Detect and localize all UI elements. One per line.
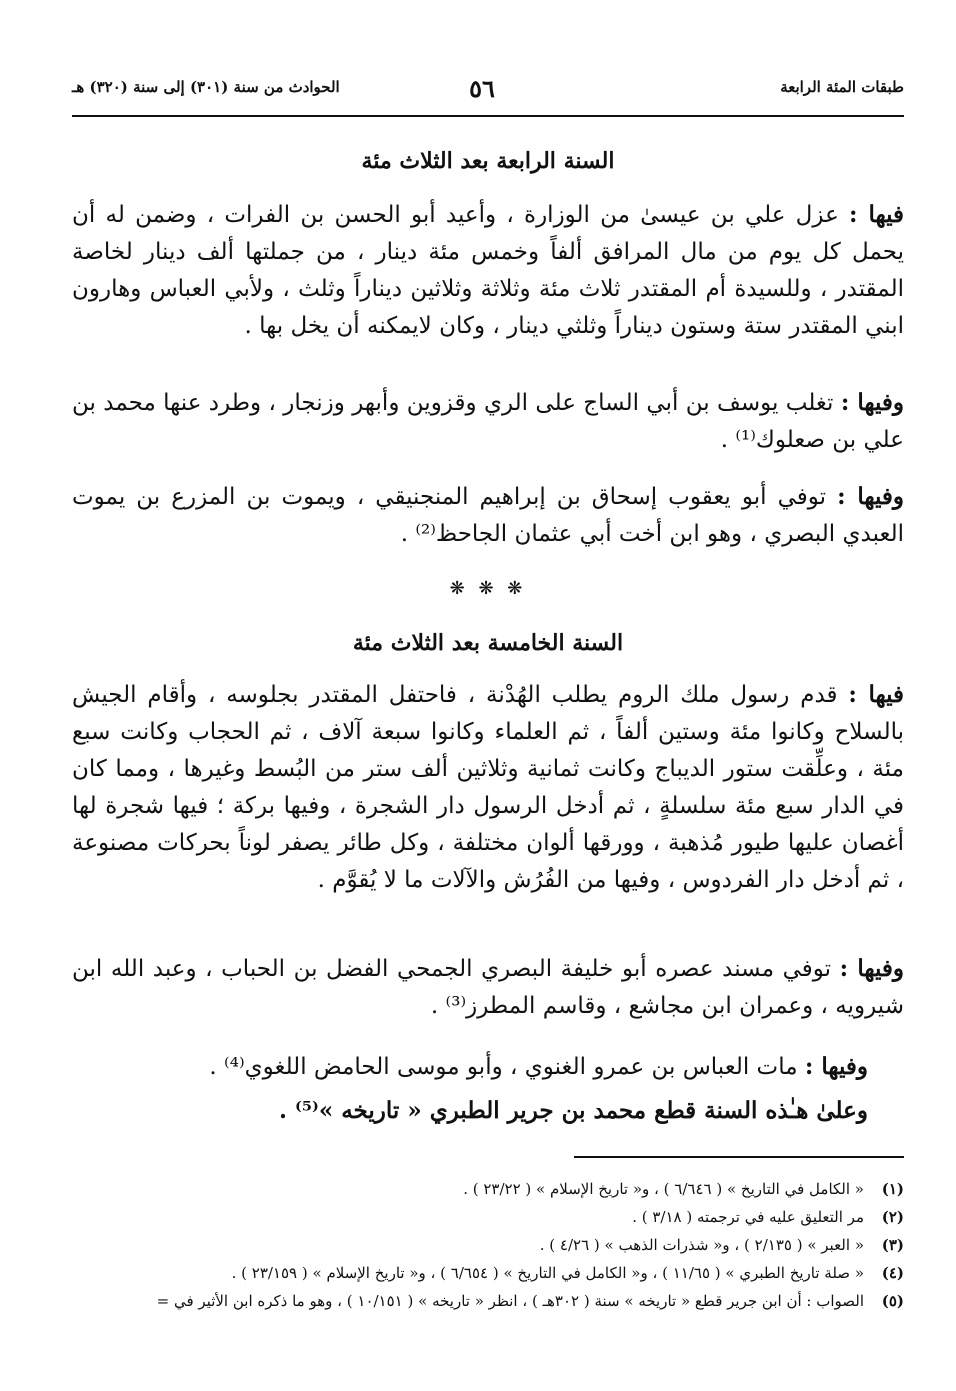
footnote-text: « الكامل في التاريخ » ( ٦/٦٤٦ ) ، و« تاريخ الإسلام » ( ٢٣/٢٢ ) . (463, 1180, 864, 1198)
paragraph (72, 676, 904, 899)
paragraph-lead: فيها : (849, 201, 905, 228)
footnotes (72, 1176, 904, 1316)
paragraph (72, 478, 904, 553)
page-number: ٥٦ (469, 74, 495, 103)
paragraph (72, 384, 904, 459)
paragraph-lead: وفيها : (804, 1053, 868, 1080)
footnote-number: (٢) (881, 1208, 904, 1226)
footnote-text: الصواب : أن ابن جرير قطع « تاريخه » سنة ( ٣٠٢هـ ) ، انظر « تاريخه » ( ١٠/١٥١ ) ، وهو ما ذكره ابن الأثير في = (156, 1292, 864, 1310)
footnote (72, 1260, 904, 1286)
paragraph (72, 1092, 868, 1130)
footnote-text: « العبر » ( ٢/١٣٥ ) ، و« شذرات الذهب » ( ٤/٢٦ ) . (539, 1236, 864, 1254)
paragraph (72, 196, 904, 345)
footnote (72, 1204, 904, 1230)
section-separator: ❋ ❋ ❋ (449, 578, 527, 599)
paragraph-text: تغلب يوسف بن أبي الساج على الري وقزوين وأبهر وزنجار ، وطرد عنها محمد بن علي بن صعلوك⁽¹⁾ . (72, 390, 904, 453)
paragraph-lead: وفيها : (840, 389, 905, 416)
paragraph (72, 1048, 868, 1086)
range-title: الحوادث من سنة (٣٠١) إلى سنة (٣٢٠) هـ (72, 78, 340, 96)
paragraph-text: مات العباس بن عمرو الغنوي ، وأبو موسى الحامض اللغوي⁽⁴⁾ . (209, 1054, 798, 1080)
section-title: السنة الرابعة بعد الثلاث مئة (361, 148, 615, 174)
footnote-number: (١) (881, 1180, 904, 1198)
footnote-text: مر التعليق عليه في ترجمته ( ٣/١٨ ) . (632, 1208, 864, 1226)
footnote-number: (٥) (881, 1292, 904, 1310)
section-title: السنة الخامسة بعد الثلاث مئة (352, 630, 624, 656)
footnote-number: (٤) (881, 1264, 904, 1282)
footnote-rule (574, 1156, 904, 1158)
footnote (72, 1288, 904, 1314)
book-title: طبقات المئة الرابعة (780, 78, 904, 96)
paragraph-text: توفي مسند عصره أبو خليفة البصري الجمحي الفضل بن الحباب ، وعبد الله ابن شيرويه ، وعمران ابن مجاشع ، وقاسم المطرز⁽³⁾ . (72, 956, 904, 1019)
paragraph-text: قدم رسول ملك الروم يطلب الهُدْنة ، فاحتفل المقتدر بجلوسه ، وأقام الجيش بالسلاح وكانوا مئة وستين ألفاً ، ثم العلماء وكانوا سبعة آلاف ، ثم الحجاب وكانت سبع مئة ، وعلِّقت ستور الديباج وكانت ثمانية وثلاثين ألف ستر من البُسط وغيرها ، ومما كان في الدار سبع مئة سلسلةٍ ، ثم أدخل الرسول دار الشجرة ، وفيها بركة ؛ فيها شجرة لها أغصان عليها طيور مُذهبة ، وورقها ألوان مختلفة ، وكل طائر يصفر لوناً بحركات مصنوعة ، ثم أدخل دار الفردوس ، وفيها من الفُرُش والآلات ما لا يُقوَّم . (72, 682, 904, 893)
paragraph-text: عزل علي بن عيسىٰ من الوزارة ، وأعيد أبو الحسن بن الفرات ، وضمن له أن يحمل كل يوم من مال المرافق ألفاً وخمس مئة دينار ، من جملتها ألف دينار لخاصة المقتدر ، وللسيدة أم المقتدر ثلاث مئة وثلاثة وثلاثين ديناراً وثلث ، ولأبي العباس وهارون ابني المقتدر ستة وستون ديناراً وثلثي دينار ، وكان لايمكنه أن يخل بها . (72, 202, 904, 339)
paragraph-lead: وفيها : (839, 955, 904, 982)
footnote (72, 1176, 904, 1202)
page-header (72, 74, 904, 108)
footnote-text: « صلة تاريخ الطبري » ( ١١/٦٥ ) ، و« الكامل في التاريخ » ( ٦/٦٥٤ ) ، و« تاريخ الإسلام » ( ٢٣/١٥٩ ) . (231, 1264, 864, 1282)
paragraph-lead: فيها : (848, 681, 904, 708)
paragraph-lead: وعلىٰ هـٰذه السنة قطع محمد بن جرير الطبري « تاريخه »⁽⁵⁾ . (279, 1097, 868, 1124)
book-page (72, 0, 904, 1391)
paragraph (72, 950, 904, 1025)
footnote-number: (٣) (881, 1236, 904, 1254)
header-rule (72, 115, 904, 117)
footnote (72, 1232, 904, 1258)
paragraph-lead: وفيها : (837, 483, 904, 510)
paragraph-text: توفي أبو يعقوب إسحاق بن إبراهيم المنجنيقي ، ويموت بن المزرع بن يموت العبدي البصري ، وهو ابن أخت أبي عثمان الجاحظ⁽²⁾ . (72, 484, 904, 547)
